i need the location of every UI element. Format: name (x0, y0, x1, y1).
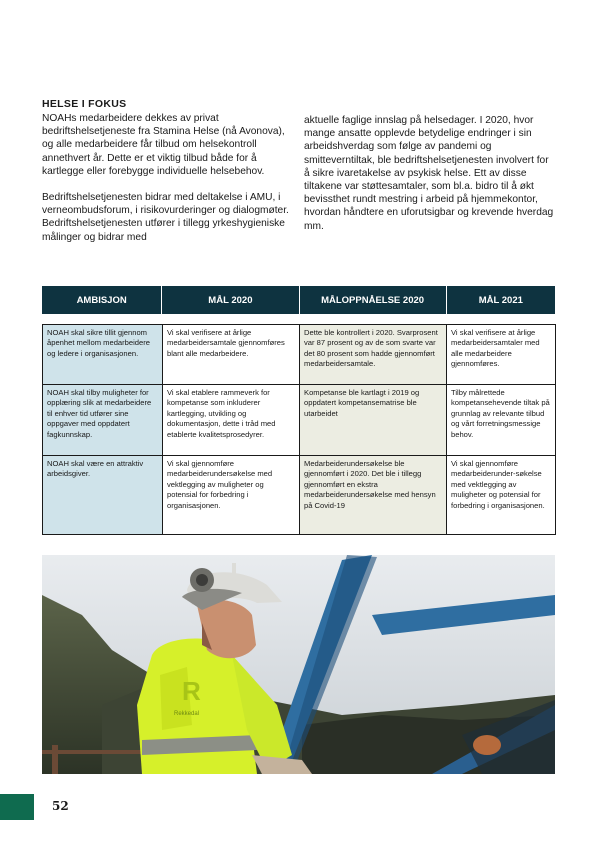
table-cell: Medarbeiderundersøkelse ble gjennomført i 2020. Det ble i tillegg gjennomført en ekstra medarbeiderundersøkelse med hensyn på Covid-19 (300, 456, 447, 535)
table-cell: NOAH skal sikre tillit gjennom åpenhet mellom medarbeidere og ledere i organisasjonen. (43, 325, 163, 385)
table-cell: NOAH skal være en attraktiv arbeidsgiver. (43, 456, 163, 535)
header-maloppnaelse-2020: MÅLOPPNÅELSE 2020 (300, 286, 447, 314)
page-number: 52 (52, 799, 69, 813)
table-row (43, 456, 556, 535)
table-header (42, 286, 555, 314)
header-mal-2020: MÅL 2020 (162, 286, 299, 314)
paragraph: aktuelle faglige innslag på helsedager. I 2020, hvor mange ansatte opplevde betydelige endringer i sin arbeidshverdag som følge av pandemi og smitteverntiltak, ble bedriftshelsetjenesten involvert for å sikre ivaretakelse av psykisk helse. Ett av disse tiltakene var støttesamtaler, som bl.a. bidro til å økt bevissthet rundt mestring i arbeid på hjemmekontor, hvordan håndtere en uforutsigbar og krevende hverdag mm. (304, 115, 554, 232)
paragraph: NOAHs medarbeidere dekkes av privat bedriftshelsetjeneste fra Stamina Helse (nå Avonova), og alle medarbeidere får tilbud om helsekontroll annethvert år. Dette er et viktig tilbud både for å kartlegge eller forebygge individuelle helsebehov. (42, 113, 285, 177)
table-cell: Dette ble kontrollert i 2020. Svarprosent var 87 prosent og av de som svarte var det 80 prosent som hadde gjennomført medarbeidersamtale. (300, 325, 447, 385)
table-cell: Vi skal gjennomføre medarbeiderunder-søkelse med vektlegging av muligheter og potensial for forbedring i organisasjonen. (447, 456, 556, 535)
page-tab (0, 794, 34, 820)
worker-photo-illustration (42, 555, 555, 774)
goals-table (42, 324, 556, 535)
table-cell: NOAH skal tilby muligheter for opplæring slik at medarbeidere til enhver tid utfører sine oppgaver med oppdatert fagkunnskap. (43, 385, 163, 456)
section-title: HELSE I FOKUS (42, 98, 127, 110)
table-row (43, 325, 556, 385)
header-mal-2021: MÅL 2021 (478, 294, 523, 306)
table-cell: Vi skal gjennomføre medarbeiderundersøkelse med vektlegging av muligheter og potensial for forbedring i organisasjonen. (163, 456, 300, 535)
worker-photo (42, 555, 555, 774)
table-cell: Kompetanse ble kartlagt i 2019 og oppdatert kompetansematrise ble utarbeidet (300, 385, 447, 456)
table-cell: Vi skal verifisere at årlige medarbeidersamtale gjennomføres blant alle medarbeidere. (163, 325, 300, 385)
jacket-logo: R (182, 676, 201, 706)
header-ambisjon: AMBISJON (42, 286, 162, 314)
body-text-right (304, 114, 554, 246)
paragraph: Bedriftshelsetjenesten bidrar med deltakelse i AMU, i verneombudsforum, i risikovurderinger og dialogmøter. Bedriftshelsetjenesten utfører i tillegg yrkeshygieniske målinger og bidrar med (42, 192, 289, 243)
table-cell: Vi skal etablere rammeverk for kompetanse som inkluderer kartlegging, utvikling og dokumentasjon, dette i tråd med etablerte kvalitetsprosedyrer. (163, 385, 300, 456)
table-cell: Tilby målrettede kompetansehevende tiltak på grunnlag av relevante tilbud og vårt forretningsmessige behov. (447, 385, 556, 456)
jacket-text: Rekkedal (174, 711, 200, 717)
table-cell: Vi skal verifisere at årlige medarbeidersamtaler med alle medarbeidere gjennomføres. (447, 325, 556, 385)
table-row (43, 385, 556, 456)
body-text-left (42, 112, 292, 257)
